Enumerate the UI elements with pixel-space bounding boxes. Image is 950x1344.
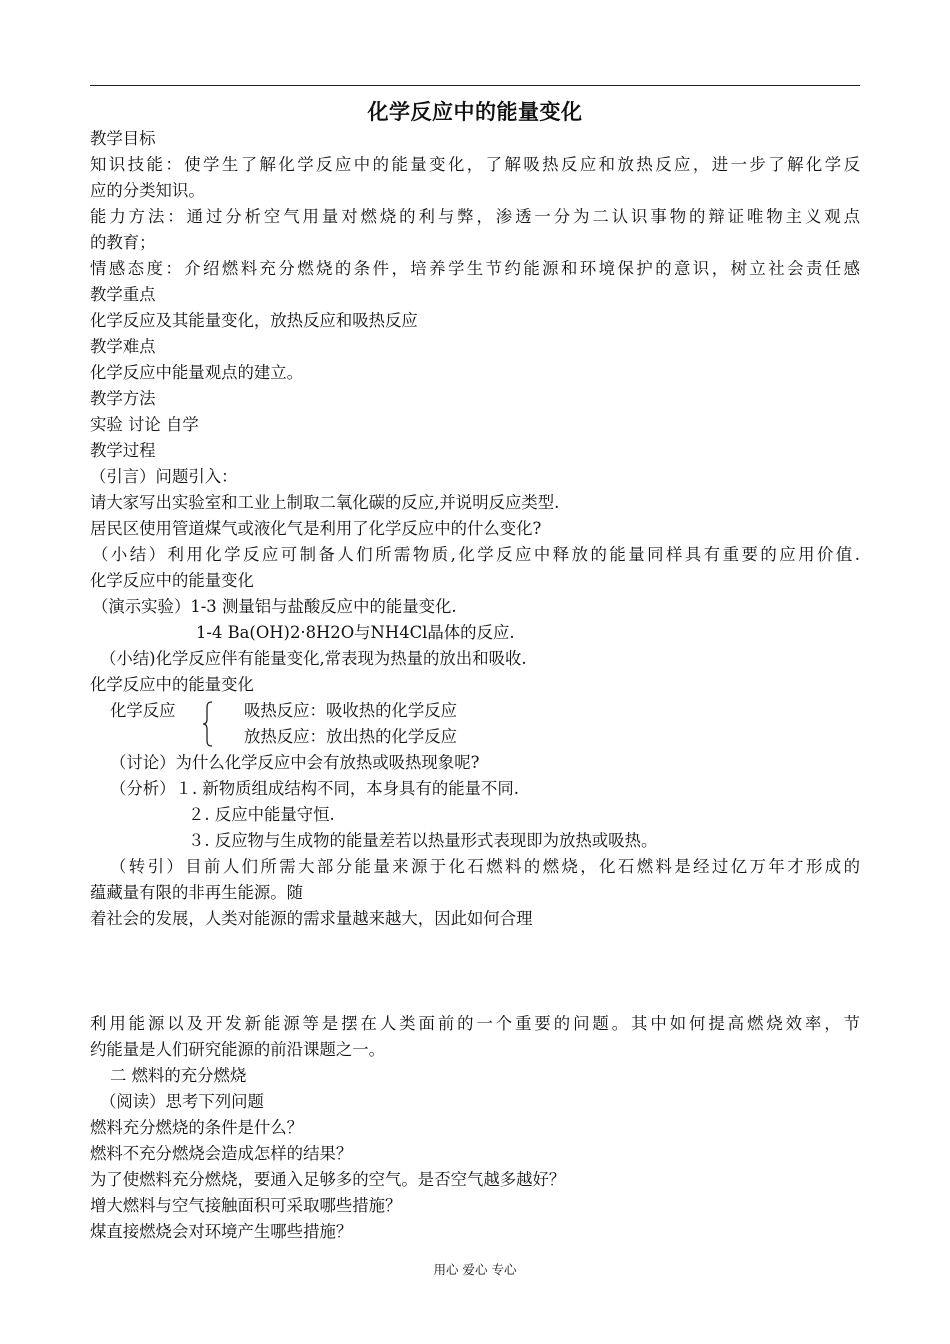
header-rule	[90, 85, 860, 86]
text-line: 蕴藏量有限的非再生能源。随	[90, 883, 304, 902]
text-line: 应的分类知识。	[90, 181, 205, 200]
text-line: 实验 讨论 自学	[90, 415, 199, 434]
text-line: 情感态度：介绍燃料充分燃烧的条件，培养学生节约能源和环境保护的意识，树立社会责任感	[90, 259, 860, 278]
text-line: 居民区使用管道煤气或液化气是利用了化学反应中的什么变化?	[90, 519, 542, 538]
text-line: 燃料不充分燃烧会造成怎样的结果？	[90, 1144, 353, 1163]
text-line: （分析）１. 新物质组成结构不同，本身具有的能量不同.	[110, 779, 520, 798]
text-line: 知识技能：使学生了解化学反应中的能量变化，了解吸热反应和放热反应，进一步了解化学反	[90, 155, 860, 174]
text-line: 化学反应中能量观点的建立。	[90, 363, 304, 382]
text-line: 教学重点	[90, 285, 156, 304]
section-heading: 二 燃料的充分燃烧	[110, 1066, 247, 1085]
text-line: （演示实验）1-3 测量铝与盐酸反应中的能量变化.	[92, 597, 457, 616]
text-line: 为了使燃料充分燃烧，要通入足够多的空气。是否空气越多越好？	[90, 1170, 566, 1189]
text-line: 化学反应中的能量变化	[90, 571, 254, 590]
text-line: 着社会的发展，人类对能源的需求量越来越大，因此如何合理	[90, 909, 533, 928]
text-line: 的教育；	[90, 233, 156, 252]
text-line: 1-4 Ba(OH)2·8H2O与NH4Cl晶体的反应.	[196, 623, 515, 642]
text-line: （小结)化学反应伴有能量变化,常表现为热量的放出和吸收.	[100, 649, 527, 668]
text-line: 利用能源以及开发新能源等是摆在人类面前的一个重要的问题。其中如何提高燃烧效率，节	[90, 1014, 860, 1033]
text-line: （引言）问题引入：	[90, 467, 238, 486]
text-line: （讨论）为什么化学反应中会有放热或吸热现象呢?	[110, 753, 480, 772]
text-line: 教学方法	[90, 389, 156, 408]
text-line: 请大家写出实验室和工业上制取二氧化碳的反应,并说明反应类型.	[90, 493, 560, 512]
text-line: 吸热反应：吸收热的化学反应	[244, 701, 458, 720]
text-line: （小结）利用化学反应可制备人们所需物质,化学反应中释放的能量同样具有重要的应用价值.	[92, 545, 860, 564]
text-line: 放热反应：放出热的化学反应	[244, 727, 458, 746]
text-line: 教学过程	[90, 441, 156, 460]
curly-brace-icon	[201, 701, 215, 747]
text-line: 化学反应中的能量变化	[90, 675, 254, 694]
text-line: 教学难点	[90, 337, 156, 356]
text-line: （转引）目前人们所需大部分能量来源于化石燃料的燃烧，化石燃料是经过亿万年才形成的	[110, 857, 860, 876]
text-line: ２. 反应中能量守恒.	[188, 805, 335, 824]
text-line: 增大燃料与空气接触面积可采取哪些措施？	[90, 1196, 402, 1215]
text-line: 能力方法：通过分析空气用量对燃烧的利与弊，渗透一分为二认识事物的辩证唯物主义观点	[90, 207, 860, 226]
text-line: 约能量是人们研究能源的前沿课题之一。	[90, 1040, 386, 1059]
text-line: 化学反应及其能量变化，放热反应和吸热反应	[90, 311, 418, 330]
text-line: 煤直接燃烧会对环境产生哪些措施？	[90, 1222, 353, 1241]
text-line: （阅读）思考下列问题	[100, 1092, 264, 1111]
text-line: 教学目标	[90, 129, 156, 148]
document-title: 化学反应中的能量变化	[367, 100, 583, 124]
page-footer: 用心 爱心 专心	[433, 1262, 517, 1277]
text-line: 化学反应	[110, 701, 176, 720]
text-line: ３. 反应物与生成物的能量差若以热量形式表现即为放热或吸热。	[188, 831, 658, 850]
text-line: 燃料充分燃烧的条件是什么？	[90, 1118, 304, 1137]
